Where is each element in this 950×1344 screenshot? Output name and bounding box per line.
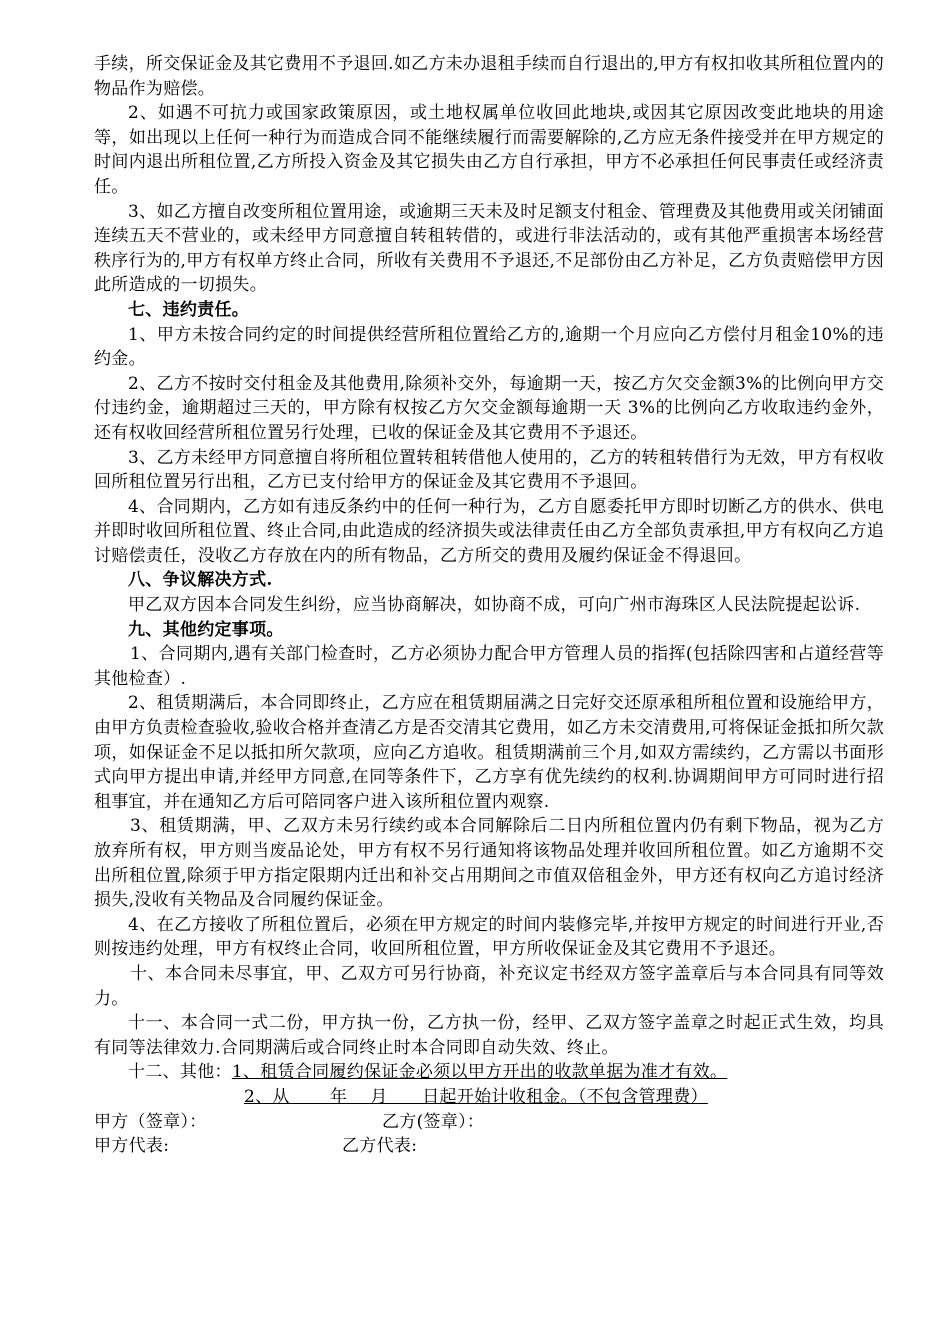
section-8-heading: 八、争议解决方式. <box>128 570 273 591</box>
clause-12-item-2: 2、从 年 月 日起开始计收租金。（不包含管理费） <box>244 1086 708 1107</box>
clause-7-3: 3、乙方未经甲方同意擅自将所租位置转租转借他人使用的，乙方的转租转借行为无效，甲方有权收回所租位置另行出租，乙方已支付给甲方的保证金及其它费用不予退回。 <box>94 447 884 493</box>
clause-9-2: 2、租赁期满后，本合同即终止，乙方应在租赁期届满之日完好交还原承租所租位置和设施给甲方，由甲方负责检查验收,验收合格并查清乙方是否交清其它费用，如乙方未交清费用,可将保证金抵扣所欠款项，如保证金不足以抵扣所欠款项，应向乙方追收。租赁期满前三个月,如双方需续约，乙方需以书面形式向甲方提出申请,并经甲方同意,在同等条件下，乙方享有优先续约的权利.协调期间甲方可同时进行招租事宜，并在通知乙方后可陪同客户进入该所租位置内观察. <box>94 693 884 812</box>
clause-12-item-1: 1、租赁合同履约保证金必须以甲方开出的收款单据为准才有效。 <box>231 1062 728 1083</box>
clause-12 <box>94 1060 884 1085</box>
clause-7-4: 4、合同期内，乙方如有违反条约中的任何一种行为，乙方自愿委托甲方即时切断乙方的供水、供电并即时收回所租位置、终止合同,由此造成的经济损失或法律责任由乙方全部负责承担,甲方有权向乙方追讨赔偿责任，没收乙方存放在内的所有物品，乙方所交的费用及履约保证金不得退回。 <box>94 496 884 566</box>
party-b-representative-label: 乙方代表: <box>342 1136 418 1157</box>
section-7-heading: 七、违约责任。 <box>128 299 250 320</box>
clause-9-4: 4、在乙方接收了所租位置后，必须在甲方规定的时间内装修完毕,并按甲方规定的时间进行开业,否则按违约处理，甲方有权终止合同，收回所租位置，甲方所收保证金及其它费用不予退还。 <box>94 914 884 960</box>
contract-page <box>94 52 884 1159</box>
clause-12-prefix: 十二、其他： <box>128 1062 232 1083</box>
representative-row <box>94 1134 884 1159</box>
clause-7-1: 1、甲方未按合同约定的时间提供经营所租位置给乙方的,逾期一个月应向乙方偿付月租金10%的违约金。 <box>94 324 884 370</box>
section-9-heading: 九、其他约定事项。 <box>128 619 284 640</box>
clause-10: 十、本合同未尽事宜，甲、乙双方可另行协商，补充议定书经双方签字盖章后与本合同具有同等效力。 <box>94 963 884 1009</box>
party-b-signature-label: 乙方(签章）： <box>382 1111 485 1132</box>
clause-8: 甲乙双方因本合同发生纠纷，应当协商解决，如协商不成，可向广州市海珠区人民法院提起讼诉. <box>128 595 861 616</box>
signature-row <box>94 1110 884 1135</box>
clause-6-3: 3、如乙方擅自改变所租位置用途，或逾期三天未及时足额支付租金、管理费及其他费用或关闭铺面连续五天不营业的，或未经甲方同意擅自转租转借的，或进行非法活动的，或有其他严重损害本场经营秩序行为的,甲方有权单方终止合同，所收有关费用不予退还,不足部份由乙方补足，乙方负责赔偿甲方因此所造成的一切损失。 <box>94 201 884 296</box>
party-a-signature-label: 甲方（签章）： <box>94 1111 207 1132</box>
clause-6-2: 2、如遇不可抗力或国家政策原因，或土地权属单位收回此地块,或因其它原因改变此地块的用途等，如出现以上任何一种行为而造成合同不能继续履行而需要解除的,乙方应无条件接受并在甲方规定的时间内退出所租位置,乙方所投入资金及其它损失由乙方自行承担，甲方不必承担任何民事责任或经济责任。 <box>94 103 884 197</box>
clause-11: 十一、本合同一式二份，甲方执一份，乙方执一份，经甲、乙双方签字盖章之时起正式生效，均具有同等法律效力.合同期满后或合同终止时本合同即自动失效、终止。 <box>94 1013 884 1058</box>
clause-12-line-2 <box>94 1085 884 1110</box>
paragraph-continuation: 手续，所交保证金及其它费用不予退回.如乙方未办退租手续而自行退出的,甲方有权扣收其所租位置内的物品作为赔偿。 <box>94 54 884 99</box>
clause-9-1: 1、合同期内,遇有关部门检查时，乙方必须协力配合甲方管理人员的指挥(包括除四害和占道经营等其他检查）. <box>94 644 884 689</box>
party-a-representative-label: 甲方代表: <box>94 1136 170 1157</box>
clause-7-2: 2、乙方不按时交付租金及其他费用,除须补交外，每逾期一天，按乙方欠交金额3%的比例向甲方交付违约金，逾期超过三天的，甲方除有权按乙方欠交金额每逾期一天 3%的比例向乙方收取违约金外，还有权收回经营所租位置另行处理，已收的保证金及其它费用不予退还。 <box>94 373 884 443</box>
clause-9-3: 3、租赁期满，甲、乙双方未另行续约或本合同解除后二日内所租位置内仍有剩下物品，视为乙方放弃所有权，甲方则当废品论处，甲方有权不另行通知将该物品处理并收回所租位置。如乙方逾期不交出所租位置,除须于甲方指定限期内迁出和补交占用期间之市值双倍租金外，甲方还有权向乙方追讨经济损失,没收有关物品及合同履约保证金。 <box>94 816 884 911</box>
